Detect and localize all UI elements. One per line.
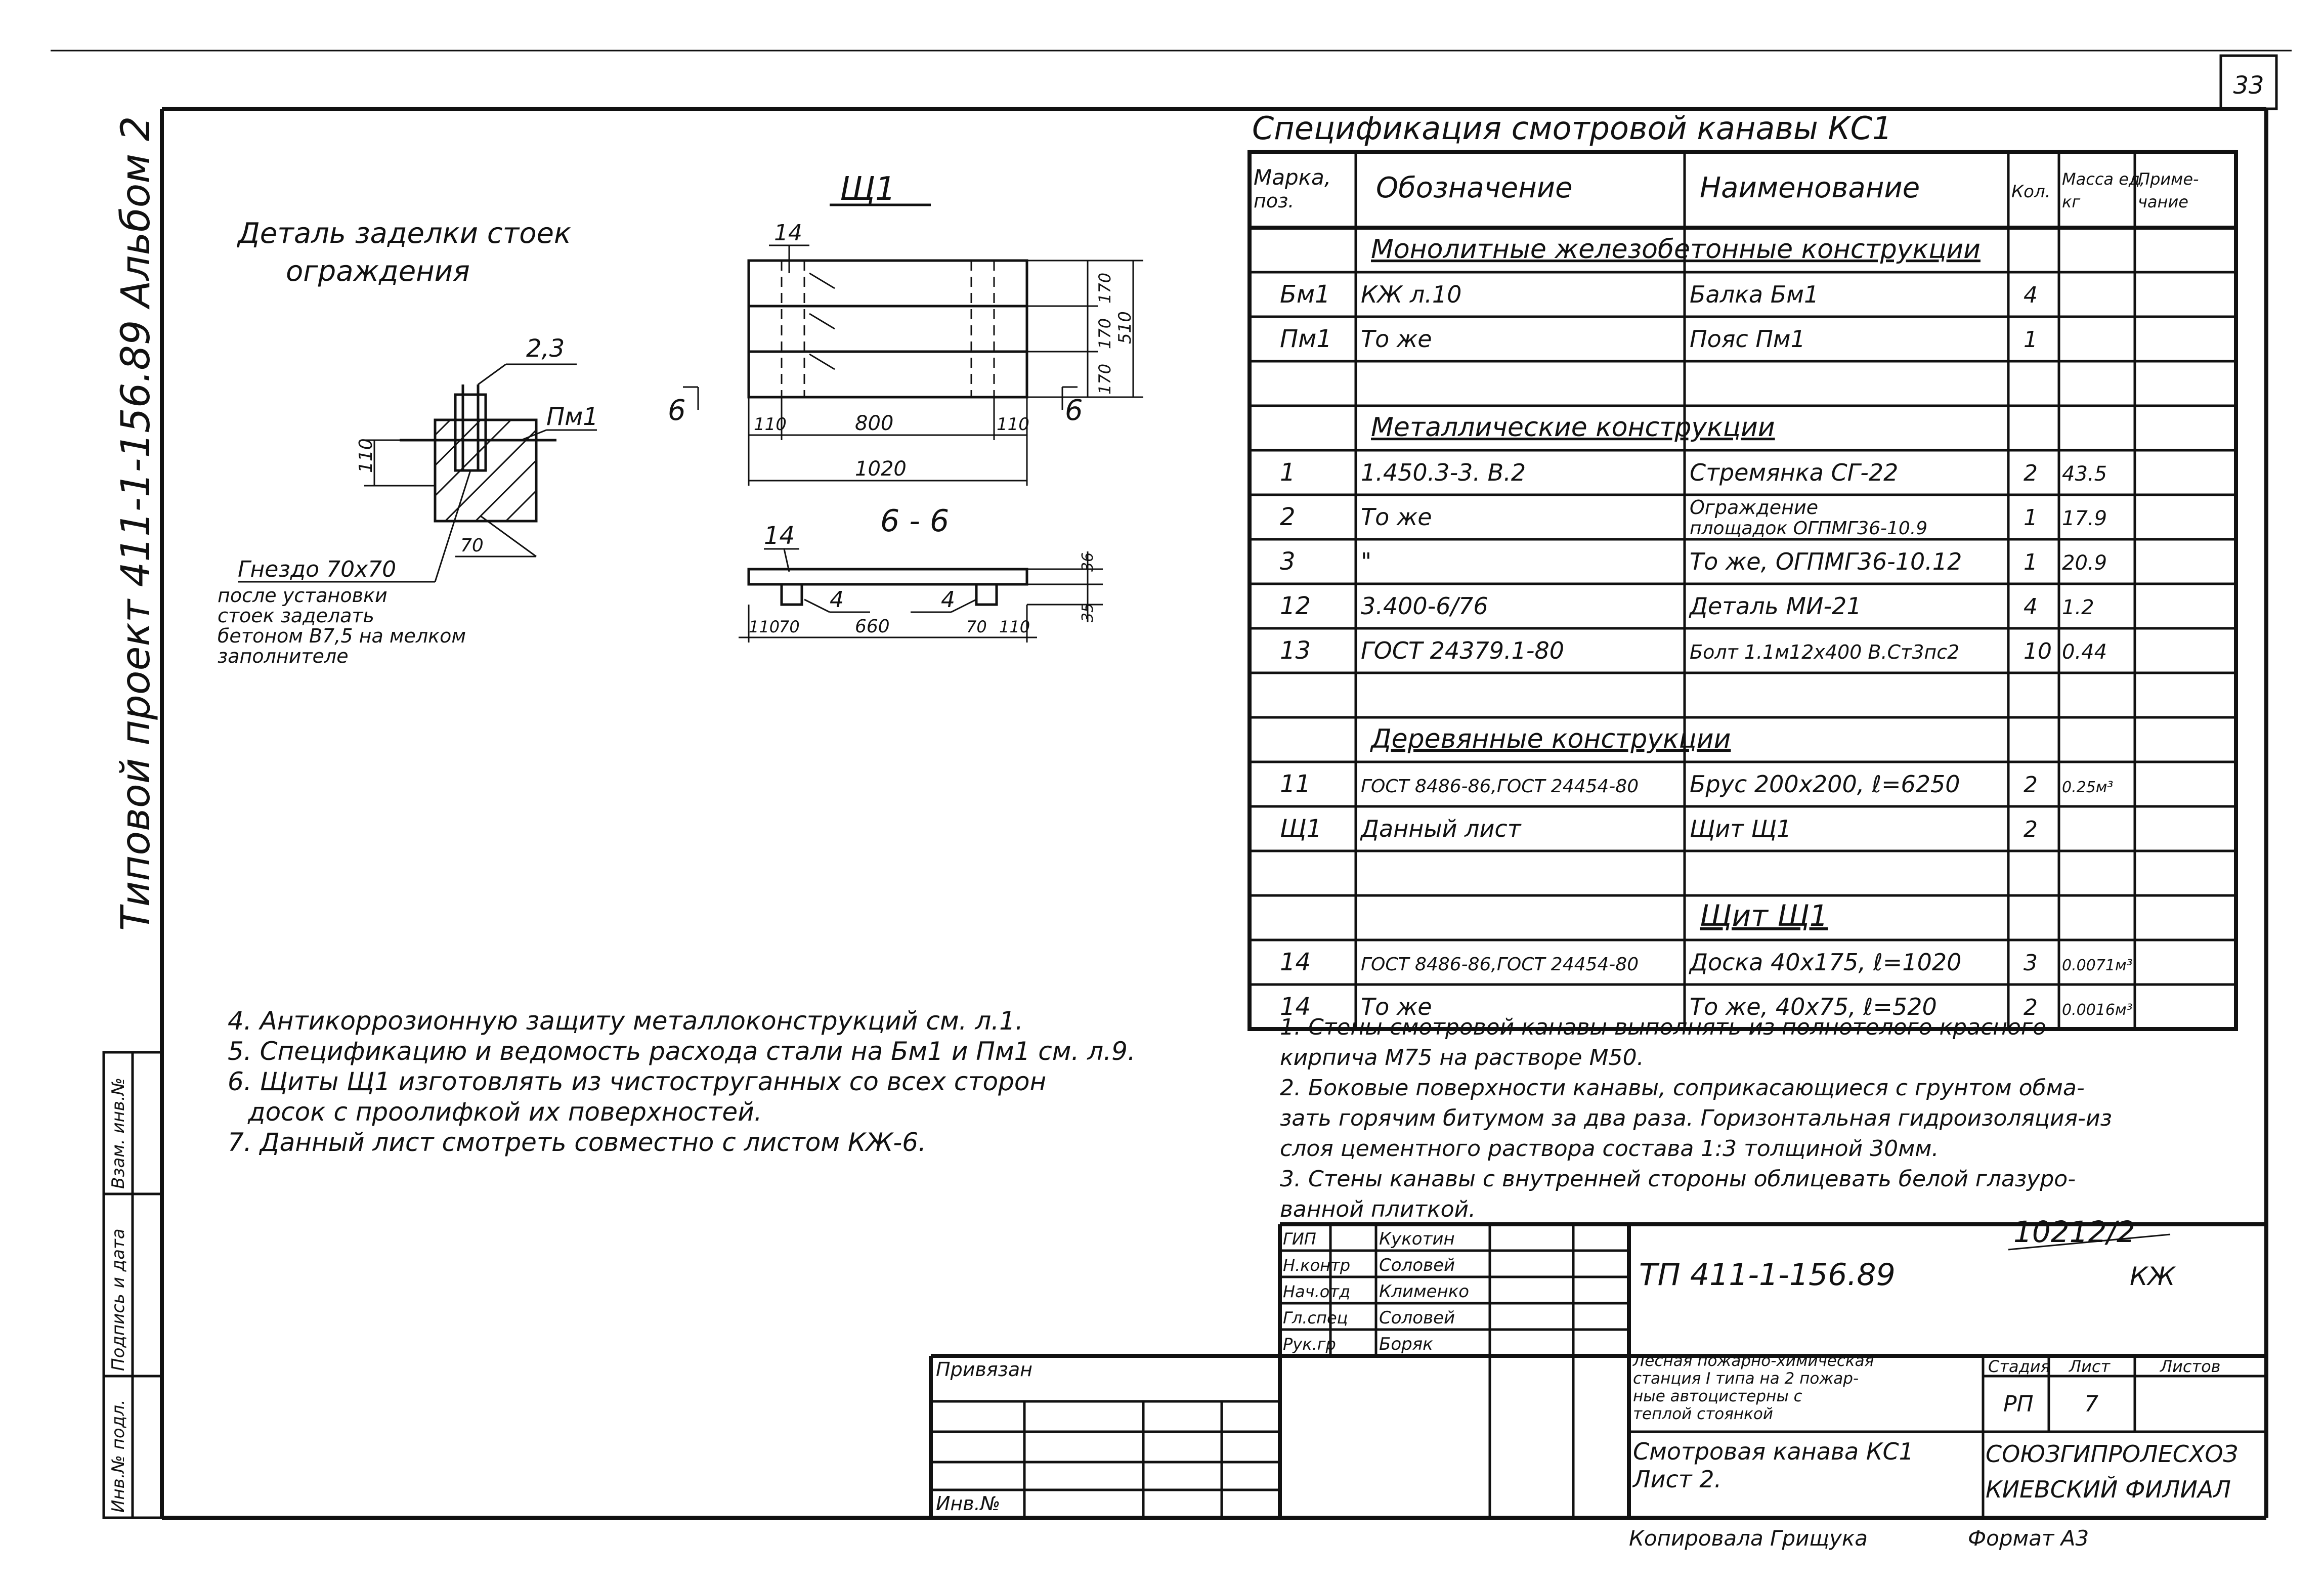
stamp-name: Соловей bbox=[1379, 1308, 1455, 1328]
spec-cell-mark: 1 bbox=[1280, 458, 1296, 487]
spec-cell-mass: 0.25м³ bbox=[2062, 779, 2114, 796]
shield-title: Щ1 bbox=[840, 170, 896, 208]
footer-copied: Копировала Грищука bbox=[1629, 1526, 1868, 1551]
note-right-line: слоя цементного раствора состава 1:3 толщиной 30мм. bbox=[1280, 1136, 1939, 1162]
note-right-line: 1. Стены смотровой канавы выполнять из полнотелого красного bbox=[1280, 1014, 2046, 1040]
spec-cell-mass: 43.5 bbox=[2062, 462, 2107, 486]
notes-left bbox=[228, 1006, 1136, 1157]
stamp-name: Клименко bbox=[1379, 1281, 1470, 1302]
spec-cell-code: 1.450.3-3. В.2 bbox=[1361, 459, 1526, 486]
spec-cell-mark: Бм1 bbox=[1280, 280, 1330, 309]
side-label: Типовой проект 411-1-156.89 Альбом 2 bbox=[113, 116, 159, 931]
note-left-line: 4. Антикоррозионную защиту металлоконструкций см. л.1. bbox=[228, 1006, 1023, 1036]
section-callout-4b: 4 bbox=[941, 587, 955, 613]
section-dim-36: 36 bbox=[1079, 552, 1097, 572]
shield-dim-110-r: 110 bbox=[997, 414, 1029, 435]
spec-cell-code: КЖ л.10 bbox=[1361, 281, 1462, 308]
shield-dim-110-l: 110 bbox=[754, 414, 787, 435]
stamp-doc-code: ТП 411-1-156.89 bbox=[1639, 1257, 1896, 1293]
spec-cell-mark: 13 bbox=[1280, 636, 1311, 665]
side-cell-vzam: Взам. инв.№ bbox=[108, 1077, 128, 1189]
spec-header-cell: Кол. bbox=[2011, 182, 2051, 202]
spec-cell-qty: 2 bbox=[2024, 995, 2038, 1020]
stamp-org-1: СОЮЗГИПРОЛЕСХОЗ bbox=[1986, 1440, 2239, 1468]
spec-cell-code: То же bbox=[1361, 993, 1432, 1020]
stamp-doc-suffix: КЖ bbox=[2130, 1262, 2175, 1291]
spec-cell-qty: 4 bbox=[2024, 594, 2038, 620]
spec-section-heading: Монолитные железобетонные конструкции bbox=[1371, 234, 1981, 265]
shield-callout-14: 14 bbox=[774, 220, 802, 246]
detail-callout-pm1: Пм1 bbox=[546, 403, 598, 431]
spec-cell-name: Брус 200х200, ℓ=6250 bbox=[1690, 770, 1960, 798]
section-dim-35: 35 bbox=[1079, 603, 1097, 622]
note-left-line: досок с проолифкой их поверхностей. bbox=[248, 1097, 762, 1127]
spec-cell-code: Данный лист bbox=[1361, 815, 1521, 842]
footer-format: Формат А3 bbox=[1968, 1526, 2089, 1551]
shield-dim-170-a: 170 bbox=[1095, 272, 1114, 304]
detail-note-5: заполнителе bbox=[218, 645, 349, 667]
stamp-name: Боряк bbox=[1379, 1334, 1433, 1354]
stamp-name: Соловей bbox=[1379, 1255, 1455, 1275]
stamp-project-2: станция I типа на 2 пожар- bbox=[1633, 1369, 1859, 1388]
shield-dim-1020: 1020 bbox=[855, 457, 907, 481]
stamp-grid bbox=[931, 1224, 2266, 1518]
spec-cell-qty: 1 bbox=[2024, 505, 2038, 531]
spec-cell-mark: 3 bbox=[1280, 547, 1296, 576]
spec-cell-code: ГОСТ 8486-86,ГОСТ 24454-80 bbox=[1361, 954, 1639, 975]
spec-cell-name: площадок ОГПМГ36-10.9 bbox=[1690, 518, 1928, 539]
shield-dim-170-b: 170 bbox=[1095, 318, 1114, 349]
notes-right bbox=[1280, 1014, 2112, 1222]
detail-dim-70: 70 bbox=[460, 535, 484, 556]
spec-cell-qty: 3 bbox=[2024, 950, 2038, 976]
spec-header-cell: Обозначение bbox=[1376, 172, 1573, 204]
spec-cell-name: Балка Бм1 bbox=[1690, 281, 1819, 308]
detail-note-4: бетоном В7,5 на мелком bbox=[218, 625, 466, 647]
spec-section-heading: Щит Щ1 bbox=[1700, 898, 1828, 933]
section-callout-4a: 4 bbox=[830, 587, 844, 613]
stamp-sheet-no: 7 bbox=[2084, 1391, 2098, 1417]
spec-cell-name: Болт 1.1м12х400 В.Ст3пс2 bbox=[1690, 641, 1960, 663]
spec-cell-qty: 1 bbox=[2024, 327, 2038, 353]
spec-cell-qty: 2 bbox=[2024, 817, 2038, 842]
stamp-role: Н.контр bbox=[1283, 1256, 1351, 1275]
spec-cell-name: Стремянка СГ-22 bbox=[1690, 459, 1899, 486]
stamp-project-3: ные автоцистерны с bbox=[1633, 1387, 1802, 1405]
stamp-role: Нач.отд bbox=[1283, 1282, 1351, 1301]
spec-cell-mark: Пм1 bbox=[1280, 325, 1332, 353]
spec-cell-name: Щит Щ1 bbox=[1690, 815, 1792, 842]
spec-cell-name: То же, 40х75, ℓ=520 bbox=[1690, 993, 1937, 1020]
stamp-sheet-title-1: Смотровая канава КС1 bbox=[1633, 1438, 1914, 1465]
spec-cell-qty: 1 bbox=[2024, 549, 2038, 575]
shield-dim-510: 510 bbox=[1115, 311, 1135, 344]
stamp-hdr-sheets: Листов bbox=[2160, 1357, 2221, 1376]
stamp-name: Кукотин bbox=[1379, 1229, 1455, 1249]
spec-cell-code: " bbox=[1361, 548, 1372, 575]
spec-cell-qty: 2 bbox=[2024, 460, 2038, 486]
spec-cell-name: Доска 40х175, ℓ=1020 bbox=[1690, 949, 1962, 976]
spec-cell-qty: 2 bbox=[2024, 772, 2038, 798]
spec-cell-mass: 17.9 bbox=[2062, 507, 2107, 530]
note-right-line: ванной плиткой. bbox=[1280, 1196, 1476, 1222]
spec-cell-code: То же bbox=[1361, 325, 1432, 353]
spec-header-cell: Марка, bbox=[1254, 165, 1331, 190]
side-cell-inv-podl: Инв.№ подл. bbox=[108, 1399, 128, 1513]
page-number: 33 bbox=[2233, 71, 2264, 100]
shield-section-right: 6 bbox=[1065, 394, 1083, 427]
shield-section-left: 6 bbox=[668, 394, 686, 427]
spec-header-cell: Приме- bbox=[2138, 169, 2199, 189]
spec-title: Спецификация смотровой канавы КС1 bbox=[1252, 110, 1892, 147]
note-right-line: 2. Боковые поверхности канавы, соприкасающиеся с грунтом обма- bbox=[1280, 1075, 2085, 1101]
section-dim-110-r: 110 bbox=[999, 617, 1030, 636]
note-left-line: 6. Щиты Щ1 изготовлять из чистоструганных со всех сторон bbox=[228, 1067, 1047, 1096]
detail-callout-23: 2,3 bbox=[526, 334, 565, 363]
detail-title-1: Деталь заделки стоек bbox=[238, 217, 571, 250]
spec-cell-qty: 4 bbox=[2024, 282, 2038, 308]
spec-section-heading: Деревянные конструкции bbox=[1371, 724, 1731, 754]
detail-note-1: Гнездо 70х70 bbox=[238, 556, 397, 582]
spec-header-cell: Масса ед, bbox=[2062, 169, 2145, 189]
section-title: 6 - 6 bbox=[880, 503, 950, 539]
section-dim-110-l: 110 bbox=[749, 617, 780, 636]
spec-table bbox=[1250, 152, 2236, 1029]
spec-header-cell: кг bbox=[2062, 192, 2081, 211]
spec-cell-name: Пояс Пм1 bbox=[1690, 325, 1805, 353]
stamp-project-1: Лесная пожарно-химическая bbox=[1633, 1352, 1874, 1370]
stamp-org-2: КИЕВСКИЙ ФИЛИАЛ bbox=[1986, 1476, 2231, 1503]
note-right-line: зать горячим битумом за два раза. Горизонтальная гидроизоляция-из bbox=[1280, 1105, 2112, 1131]
stamp-privyazan: Привязан bbox=[936, 1358, 1032, 1381]
stamp-role: Рук.гр bbox=[1283, 1335, 1336, 1354]
stamp-sheet-title-2: Лист 2. bbox=[1633, 1466, 1722, 1493]
shield-plan bbox=[683, 245, 1143, 486]
detail-title-2: ограждения bbox=[286, 255, 470, 288]
spec-cell-mark: 11 bbox=[1280, 770, 1311, 798]
detail-drawing bbox=[238, 364, 597, 582]
note-right-line: 3. Стены канавы с внутренней стороны облицевать белой глазуро- bbox=[1280, 1166, 2076, 1192]
spec-cell-mass: 20.9 bbox=[2062, 551, 2107, 575]
spec-cell-code: ГОСТ 24379.1-80 bbox=[1361, 637, 1565, 664]
section-dim-70-l: 70 bbox=[779, 617, 800, 636]
shield-dim-170-c: 170 bbox=[1095, 363, 1114, 395]
spec-cell-name: Ограждение bbox=[1690, 496, 1819, 519]
spec-cell-code: 3.400-6/76 bbox=[1361, 592, 1488, 620]
spec-header-cell: поз. bbox=[1254, 190, 1295, 212]
spec-cell-mass: 0.44 bbox=[2062, 640, 2107, 664]
spec-cell-mass: 0.0016м³ bbox=[2062, 1001, 2133, 1019]
spec-section-heading: Металлические конструкции bbox=[1371, 412, 1775, 443]
spec-cell-name: Деталь МИ-21 bbox=[1690, 592, 1862, 620]
note-left-line: 7. Данный лист смотреть совместно с листом КЖ-6. bbox=[228, 1128, 927, 1157]
spec-cell-mass: 0.0071м³ bbox=[2062, 957, 2133, 974]
spec-cell-code: ГОСТ 8486-86,ГОСТ 24454-80 bbox=[1361, 776, 1639, 797]
spec-header-cell: чание bbox=[2138, 192, 2188, 211]
section-dim-70-r: 70 bbox=[966, 617, 987, 636]
stamp-stage: РП bbox=[2003, 1391, 2034, 1417]
spec-cell-mark: 14 bbox=[1280, 948, 1311, 976]
spec-header-cell: Наименование bbox=[1700, 172, 1920, 204]
stamp-handwritten-number: 10212/2 bbox=[2013, 1215, 2135, 1249]
section-dim-660: 660 bbox=[855, 616, 890, 637]
side-cell-signature: Подпись и дата bbox=[108, 1228, 128, 1371]
stamp-hdr-stage: Стадия bbox=[1988, 1357, 2050, 1376]
shield-dim-800: 800 bbox=[855, 412, 894, 435]
spec-cell-mark: Щ1 bbox=[1280, 815, 1322, 843]
detail-note-3: стоек заделать bbox=[218, 605, 374, 627]
stamp-role: Гл.спец bbox=[1283, 1308, 1348, 1328]
spec-cell-mark: 2 bbox=[1280, 503, 1296, 531]
stamp-hdr-sheet: Лист bbox=[2069, 1357, 2111, 1376]
detail-note-2: после установки bbox=[218, 584, 388, 607]
spec-cell-mass: 1.2 bbox=[2062, 596, 2094, 619]
spec-cell-name: То же, ОГПМГ36-10.12 bbox=[1690, 548, 1962, 575]
stamp-inv-no: Инв.№ bbox=[936, 1492, 1001, 1515]
spec-cell-mark: 14 bbox=[1280, 993, 1311, 1021]
spec-cell-mark: 12 bbox=[1280, 592, 1311, 620]
stamp-project-4: теплой стоянкой bbox=[1633, 1405, 1774, 1423]
section-callout-14: 14 bbox=[764, 522, 795, 550]
note-right-line: кирпича М75 на растворе М50. bbox=[1280, 1045, 1644, 1071]
spec-cell-qty: 10 bbox=[2024, 638, 2052, 664]
spec-cell-code: То же bbox=[1361, 503, 1432, 531]
stamp-role: ГИП bbox=[1283, 1229, 1316, 1249]
note-left-line: 5. Спецификацию и ведомость расхода стали на Бм1 и Пм1 см. л.9. bbox=[228, 1037, 1136, 1066]
detail-dim-110: 110 bbox=[356, 438, 376, 473]
